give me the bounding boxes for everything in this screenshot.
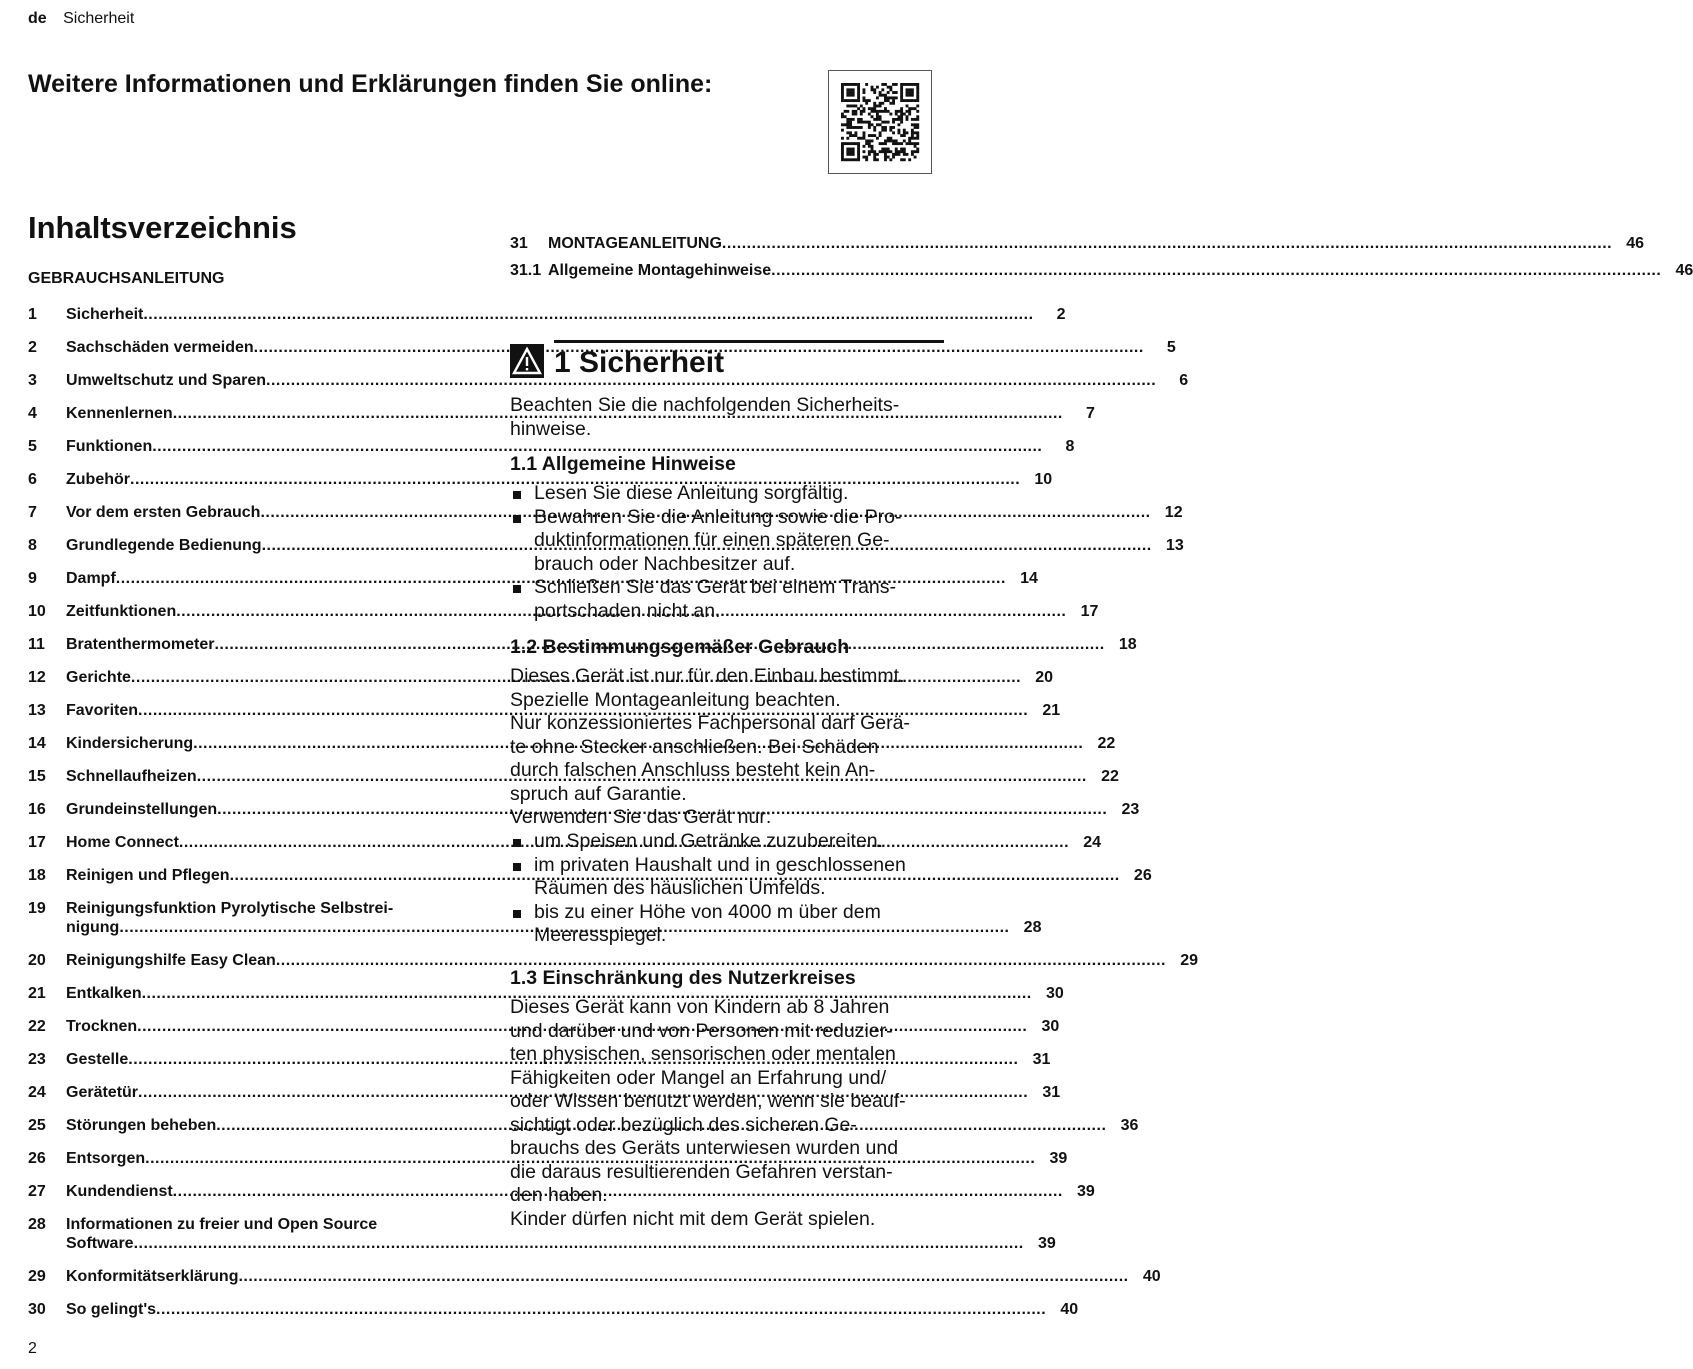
toc-entry-page: 31 [1042, 1084, 1061, 1101]
toc-entry-page: 18 [1118, 636, 1137, 653]
toc-entry[interactable] [28, 1300, 1079, 1319]
toc-entry-page: 6 [1179, 372, 1189, 389]
toc-entry[interactable] [28, 470, 1053, 489]
toc-entry[interactable] [28, 866, 1152, 885]
toc-entry-title: Schnellaufheizen [66, 768, 197, 785]
bullet-item [510, 901, 944, 948]
section-title: 1 Sicherheit [554, 346, 725, 379]
text-line: sichtigt oder bezüglich des sicheren Ge- [510, 1113, 857, 1136]
toc-entry-page: 8 [1065, 438, 1075, 455]
toc-entry-page: 28 [1023, 919, 1042, 936]
toc-entry-title: Reinigungsfunktion Pyrolytische Selbstrei- [66, 900, 394, 917]
toc-entry-page: 46 [1626, 235, 1645, 252]
section-heading [510, 340, 944, 390]
toc-title: Inhaltsverzeichnis [28, 210, 297, 245]
toc-leader-dots [143, 305, 1033, 324]
toc-entry-number: 2 [28, 339, 37, 356]
toc-entry-number: 26 [28, 1150, 46, 1167]
toc-entry-page: 26 [1133, 867, 1152, 884]
text-line: hinweise. [510, 417, 592, 440]
subsection-1-2-text [510, 665, 944, 830]
toc-section-label: GEBRAUCHSANLEITUNG [28, 270, 225, 287]
heading-rule [554, 340, 944, 343]
toc-entry-number: 1 [28, 306, 37, 323]
toc-entry-number: 9 [28, 570, 37, 587]
bullet-line: brauch oder Nachbesitzer auf. [534, 552, 796, 575]
bullet-item [510, 482, 944, 506]
bullet-item [510, 854, 944, 901]
toc-entry-page: 23 [1121, 801, 1140, 818]
bullet-line: Räumen des häuslichen Umfelds. [534, 877, 826, 899]
toc-entry-number: 11 [28, 636, 45, 653]
online-info-heading: Weitere Informationen und Erklärungen finden Sie online: [28, 70, 713, 98]
toc-entry-page: 40 [1060, 1301, 1079, 1318]
toc-entry[interactable] [28, 437, 1075, 456]
toc-entry-page: 39 [1077, 1183, 1095, 1200]
toc-entry[interactable] [28, 371, 1189, 390]
text-line: Verwenden Sie das Gerät nur: [510, 806, 772, 828]
qr-code-icon[interactable] [828, 70, 932, 174]
toc-entry-title: Reinigen und Pflegen [66, 867, 230, 884]
bullet-item [510, 576, 944, 623]
toc-entry-page: 29 [1180, 952, 1198, 969]
toc-entry-title: Zubehör [66, 471, 130, 488]
text-line: ten physischen, sensorischen oder mentalen [510, 1043, 896, 1065]
toc-entry-body [548, 261, 1693, 280]
subsection-1-2-list [510, 830, 944, 948]
toc-entry-title: Reinigungshilfe Easy Clean [66, 952, 276, 969]
toc-entry-number: 30 [28, 1301, 46, 1318]
toc-entry-number: 24 [28, 1084, 46, 1101]
toc-entry-page: 10 [1034, 471, 1053, 488]
text-line: spruch auf Garantie. [510, 782, 687, 805]
toc-entry-title: MONTAGEANLEITUNG [548, 235, 722, 252]
toc-entry-title-cont: Software [66, 1235, 134, 1252]
toc-entry-number: 10 [28, 603, 46, 620]
toc-entry-page: 2 [1056, 306, 1066, 323]
bullet-line: portschaden nicht an. [534, 599, 721, 622]
toc-entry-number: 23 [28, 1051, 46, 1068]
toc-entry-page: 22 [1101, 768, 1119, 785]
toc-leader-dots [156, 1300, 1046, 1319]
toc-entry-page: 36 [1120, 1117, 1139, 1134]
text-line: durch falschen Anschluss besteht kein An- [510, 759, 876, 781]
language-code: de [28, 10, 47, 27]
bullet-item [510, 830, 944, 854]
toc-entry-number: 16 [28, 801, 46, 818]
toc-entry-page: 30 [1045, 985, 1064, 1002]
toc-entry-number: 8 [28, 537, 37, 554]
toc-entry-number: 27 [28, 1183, 46, 1200]
toc-entry[interactable] [28, 1267, 1161, 1286]
text-line: Beachten Sie die nachfolgenden Sicherheits- [510, 394, 900, 416]
toc-entry-title: Kundendienst [66, 1183, 173, 1200]
toc-entry-page: 20 [1035, 669, 1054, 686]
toc-entry-number: 18 [28, 867, 46, 884]
running-header [28, 10, 134, 28]
toc-right-column [510, 234, 1693, 288]
header-section: Sicherheit [63, 10, 135, 27]
text-line: Kinder dürfen nicht mit dem Gerät spielen. [510, 1207, 876, 1230]
text-line: Dieses Gerät kann von Kindern ab 8 Jahren [510, 996, 890, 1018]
toc-entry[interactable] [28, 305, 1066, 324]
toc-entry-title: Entsorgen [66, 1150, 146, 1167]
subsection-1-3-text [510, 996, 944, 1231]
toc-entry-page: 17 [1080, 603, 1099, 620]
text-line: den haben. [510, 1184, 608, 1206]
toc-entry-number: 7 [28, 504, 37, 521]
text-line: die daraus resultierenden Gefahren verstan- [510, 1160, 893, 1183]
toc-entry-line2 [66, 1234, 1056, 1253]
toc-entry-title: Störungen beheben [66, 1117, 217, 1134]
toc-entry-number: 17 [28, 834, 46, 851]
toc-entry[interactable] [510, 261, 1693, 280]
text-line: brauchs des Geräts unterwiesen wurden und [510, 1137, 899, 1159]
toc-entry-title: Bratenthermometer [66, 636, 215, 653]
bullet-line: bis zu einer Höhe von 4000 m über dem [534, 900, 881, 923]
bullet-line: um Speisen und Getränke zuzubereiten. [534, 830, 884, 852]
toc-entry-number: 29 [28, 1268, 46, 1285]
toc-entry[interactable] [28, 1149, 1068, 1168]
toc-entry-body [548, 234, 1644, 253]
toc-entry-title: Sicherheit [66, 306, 144, 323]
toc-entry-number: 19 [28, 900, 46, 917]
toc-entry-title: Zeitfunktionen [66, 603, 177, 620]
text-line: Fähigkeiten oder Mangel an Erfahrung und/ [510, 1066, 887, 1089]
toc-entry-page: 31 [1032, 1051, 1051, 1068]
toc-entry-title: Allgemeine Montagehinweise [548, 262, 772, 279]
toc-entry-title: Home Connect [66, 834, 179, 851]
text-line: und darüber und von Personen mit reduzier- [510, 1019, 893, 1042]
toc-entry-body [66, 1300, 1078, 1319]
toc-entry-page: 30 [1041, 1018, 1060, 1035]
bullet-line: duktinformationen für einen späteren Ge- [534, 529, 890, 551]
toc-leader-dots [771, 261, 1661, 280]
toc-entry-title: Konformitätserklärung [66, 1268, 239, 1285]
toc-entry-title: Sachschäden vermeiden [66, 339, 254, 356]
toc-entry-title: Gerätetür [66, 1084, 139, 1101]
toc-entry-number: 5 [28, 438, 37, 455]
toc-entry-title: Favoriten [66, 702, 139, 719]
toc-entry-page: 5 [1166, 339, 1176, 356]
toc-entry[interactable] [28, 701, 1061, 720]
toc-entry-number: 13 [28, 702, 46, 719]
toc-entry-number: 31.1 [510, 262, 542, 279]
toc-entry-title: Umweltschutz und Sparen [66, 372, 267, 389]
toc-entry-page: 39 [1049, 1150, 1068, 1167]
toc-entry-title: Entkalken [66, 985, 142, 1002]
toc-entry-page: 21 [1042, 702, 1061, 719]
subsection-1-3-title: 1.3 Einschränkung des Nutzerkreises [510, 967, 856, 989]
toc-entry-number: 12 [28, 669, 46, 686]
toc-entry-page: 13 [1165, 537, 1184, 554]
text-line: te ohne Stecker anschließen. Bei Schäden [510, 735, 879, 758]
toc-entry-number: 21 [28, 985, 46, 1002]
toc-entry-number: 22 [28, 1018, 46, 1035]
toc-entry-number: 31 [510, 235, 528, 252]
page-number: 2 [28, 1340, 37, 1357]
bullet-line: Schließen Sie das Gerät bei einem Trans- [534, 576, 897, 598]
toc-entry-number: 20 [28, 952, 46, 969]
toc-entry[interactable] [28, 984, 1064, 1003]
toc-entry-number: 6 [28, 471, 37, 488]
toc-entry-title-cont: nigung [66, 919, 120, 936]
toc-entry-title: Dampf [66, 570, 116, 587]
toc-entry-page: 22 [1097, 735, 1116, 752]
text-line: Spezielle Montageanleitung beachten. [510, 688, 841, 711]
toc-entry-page: 46 [1675, 262, 1693, 279]
toc-entry-page: 24 [1083, 834, 1102, 851]
text-line: Nur konzessioniertes Fachpersonal darf Gerä- [510, 712, 910, 734]
toc-entry-page: 12 [1164, 504, 1183, 521]
toc-entry-number: 25 [28, 1117, 46, 1134]
toc-entry[interactable] [28, 338, 1176, 357]
toc-leader-dots [134, 1234, 1024, 1253]
toc-entry-title: Vor dem ersten Gebrauch [66, 504, 261, 521]
toc-entry-number: 3 [28, 372, 37, 389]
bullet-line: Meeresspiegel. [534, 924, 667, 946]
toc-entry-title: Grundlegende Bedienung [66, 537, 262, 554]
toc-entry-title: Funktionen [66, 438, 153, 455]
text-line: oder Wissen benutzt werden, wenn sie beauf- [510, 1090, 906, 1112]
toc-entry-title: Grundeinstellungen [66, 801, 218, 818]
bullet-line: Bewahren Sie die Anleitung sowie die Pro- [534, 505, 902, 528]
toc-entry[interactable] [510, 234, 1645, 253]
bullet-item [510, 506, 944, 577]
section-intro [510, 394, 944, 441]
subsection-1-2-title: 1.2 Bestimmungsgemäßer Gebrauch [510, 636, 850, 658]
toc-leader-dots [238, 1267, 1128, 1286]
toc-entry-body [66, 1267, 1161, 1286]
toc-entry-page: 39 [1037, 1235, 1056, 1252]
toc-entry-title: Gerichte [66, 669, 131, 686]
warning-triangle-icon [510, 344, 544, 378]
toc-entry-title: Informationen zu freier und Open Source [66, 1216, 378, 1233]
toc-entry-page: 14 [1020, 570, 1038, 587]
toc-entry-number: 28 [28, 1216, 46, 1233]
toc-entry-page: 7 [1085, 405, 1095, 422]
toc-entry-title: So gelingt's [66, 1301, 157, 1318]
bullet-line: Lesen Sie diese Anleitung sorgfältig. [534, 482, 849, 504]
text-line: Dieses Gerät ist nur für den Einbau bestimmt. [510, 665, 905, 687]
toc-entry-number: 14 [28, 735, 46, 752]
toc-entry[interactable] [28, 951, 1198, 970]
bullet-line: im privaten Haushalt und in geschlossenen [534, 853, 906, 876]
toc-entry-page: 40 [1142, 1268, 1161, 1285]
toc-entry-title: Kennenlernen [66, 405, 173, 422]
toc-entry-number: 4 [28, 405, 37, 422]
toc-entry-title: Gestelle [66, 1051, 129, 1068]
subsection-1-1-list [510, 482, 944, 623]
toc-entry-title: Kindersicherung [66, 735, 194, 752]
toc-leader-dots [722, 234, 1612, 253]
toc-entry-number: 15 [28, 768, 46, 785]
toc-entry-body [66, 305, 1066, 324]
subsection-1-1-title: 1.1 Allgemeine Hinweise [510, 453, 736, 475]
toc-entry-title: Trocknen [66, 1018, 138, 1035]
